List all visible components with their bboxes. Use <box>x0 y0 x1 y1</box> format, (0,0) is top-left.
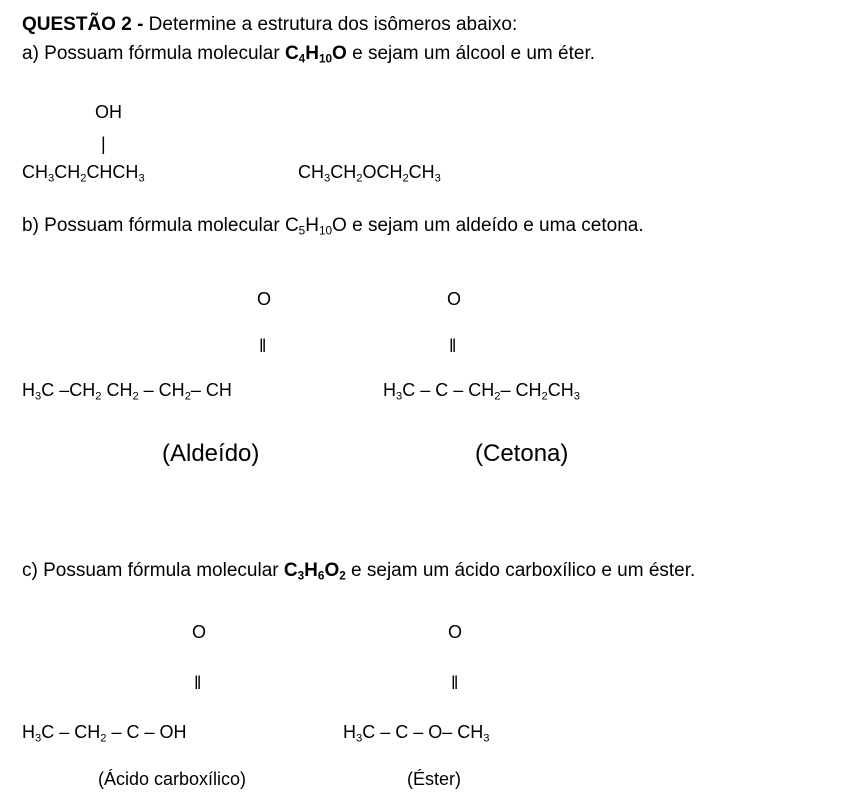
acid-oxygen: O <box>192 622 207 642</box>
part-b-formula: $C_5H_{10}O$ <box>284 215 347 238</box>
ether-structure: $CH_3CH_2OCH_2CH_3$ <box>298 162 441 185</box>
alcohol-oh: OH <box>95 102 122 122</box>
ketone-name: (Cetona) <box>475 440 569 467</box>
acid-name: (Ácido carboxílico) <box>98 769 247 789</box>
ester-oxygen: O <box>448 622 463 642</box>
part-c-statement: c) Possuam fórmula molecular $C_3H_6O_2$ e sejam um ácido carboxílico e um éster. <box>22 560 696 583</box>
ketone-double-bond: ‖ <box>449 336 457 356</box>
ester-structure: $H_3C$ – C – O– $CH_3$ <box>343 722 490 745</box>
aldehyde-oxygen: O <box>257 289 272 309</box>
part-c-formula: $C_3H_6O_2$ <box>283 560 346 583</box>
acid-structure: $H_3C - CH_2$ – C – OH <box>22 722 187 745</box>
aldehyde-structure: $H_3C$ $-CH_2$ $CH_2 - CH_2-$ CH <box>22 380 232 403</box>
acid-double-bond: ‖ <box>194 673 202 693</box>
part-a-statement: a) Possuam fórmula molecular $C_4H_{10}O$ e sejam um álcool e um éter. <box>22 43 595 66</box>
part-b-statement: b) Possuam fórmula molecular $C_5H_{10}O$ e sejam um aldeído e uma cetona. <box>22 215 644 238</box>
question-label: QUESTÃO 2 - <box>22 14 144 35</box>
part-a-formula: $C_4H_{10}O$ <box>284 43 347 66</box>
question-title <box>22 14 517 36</box>
alcohol-single-bond: | <box>101 134 106 154</box>
ester-double-bond: ‖ <box>451 673 459 693</box>
ketone-structure: $H_3C$ – C – $CH_2-$ $CH_2CH_3$ <box>383 380 580 403</box>
aldehyde-double-bond: ‖ <box>259 336 267 356</box>
ester-name: (Éster) <box>407 769 461 789</box>
aldehyde-name: (Aldeído) <box>162 440 260 467</box>
alcohol-structure: $CH_3CH_2CHCH_3$ <box>22 162 145 185</box>
ketone-oxygen: O <box>447 289 462 309</box>
question-text: Determine a estrutura dos isômeros abaixo: <box>143 14 518 35</box>
